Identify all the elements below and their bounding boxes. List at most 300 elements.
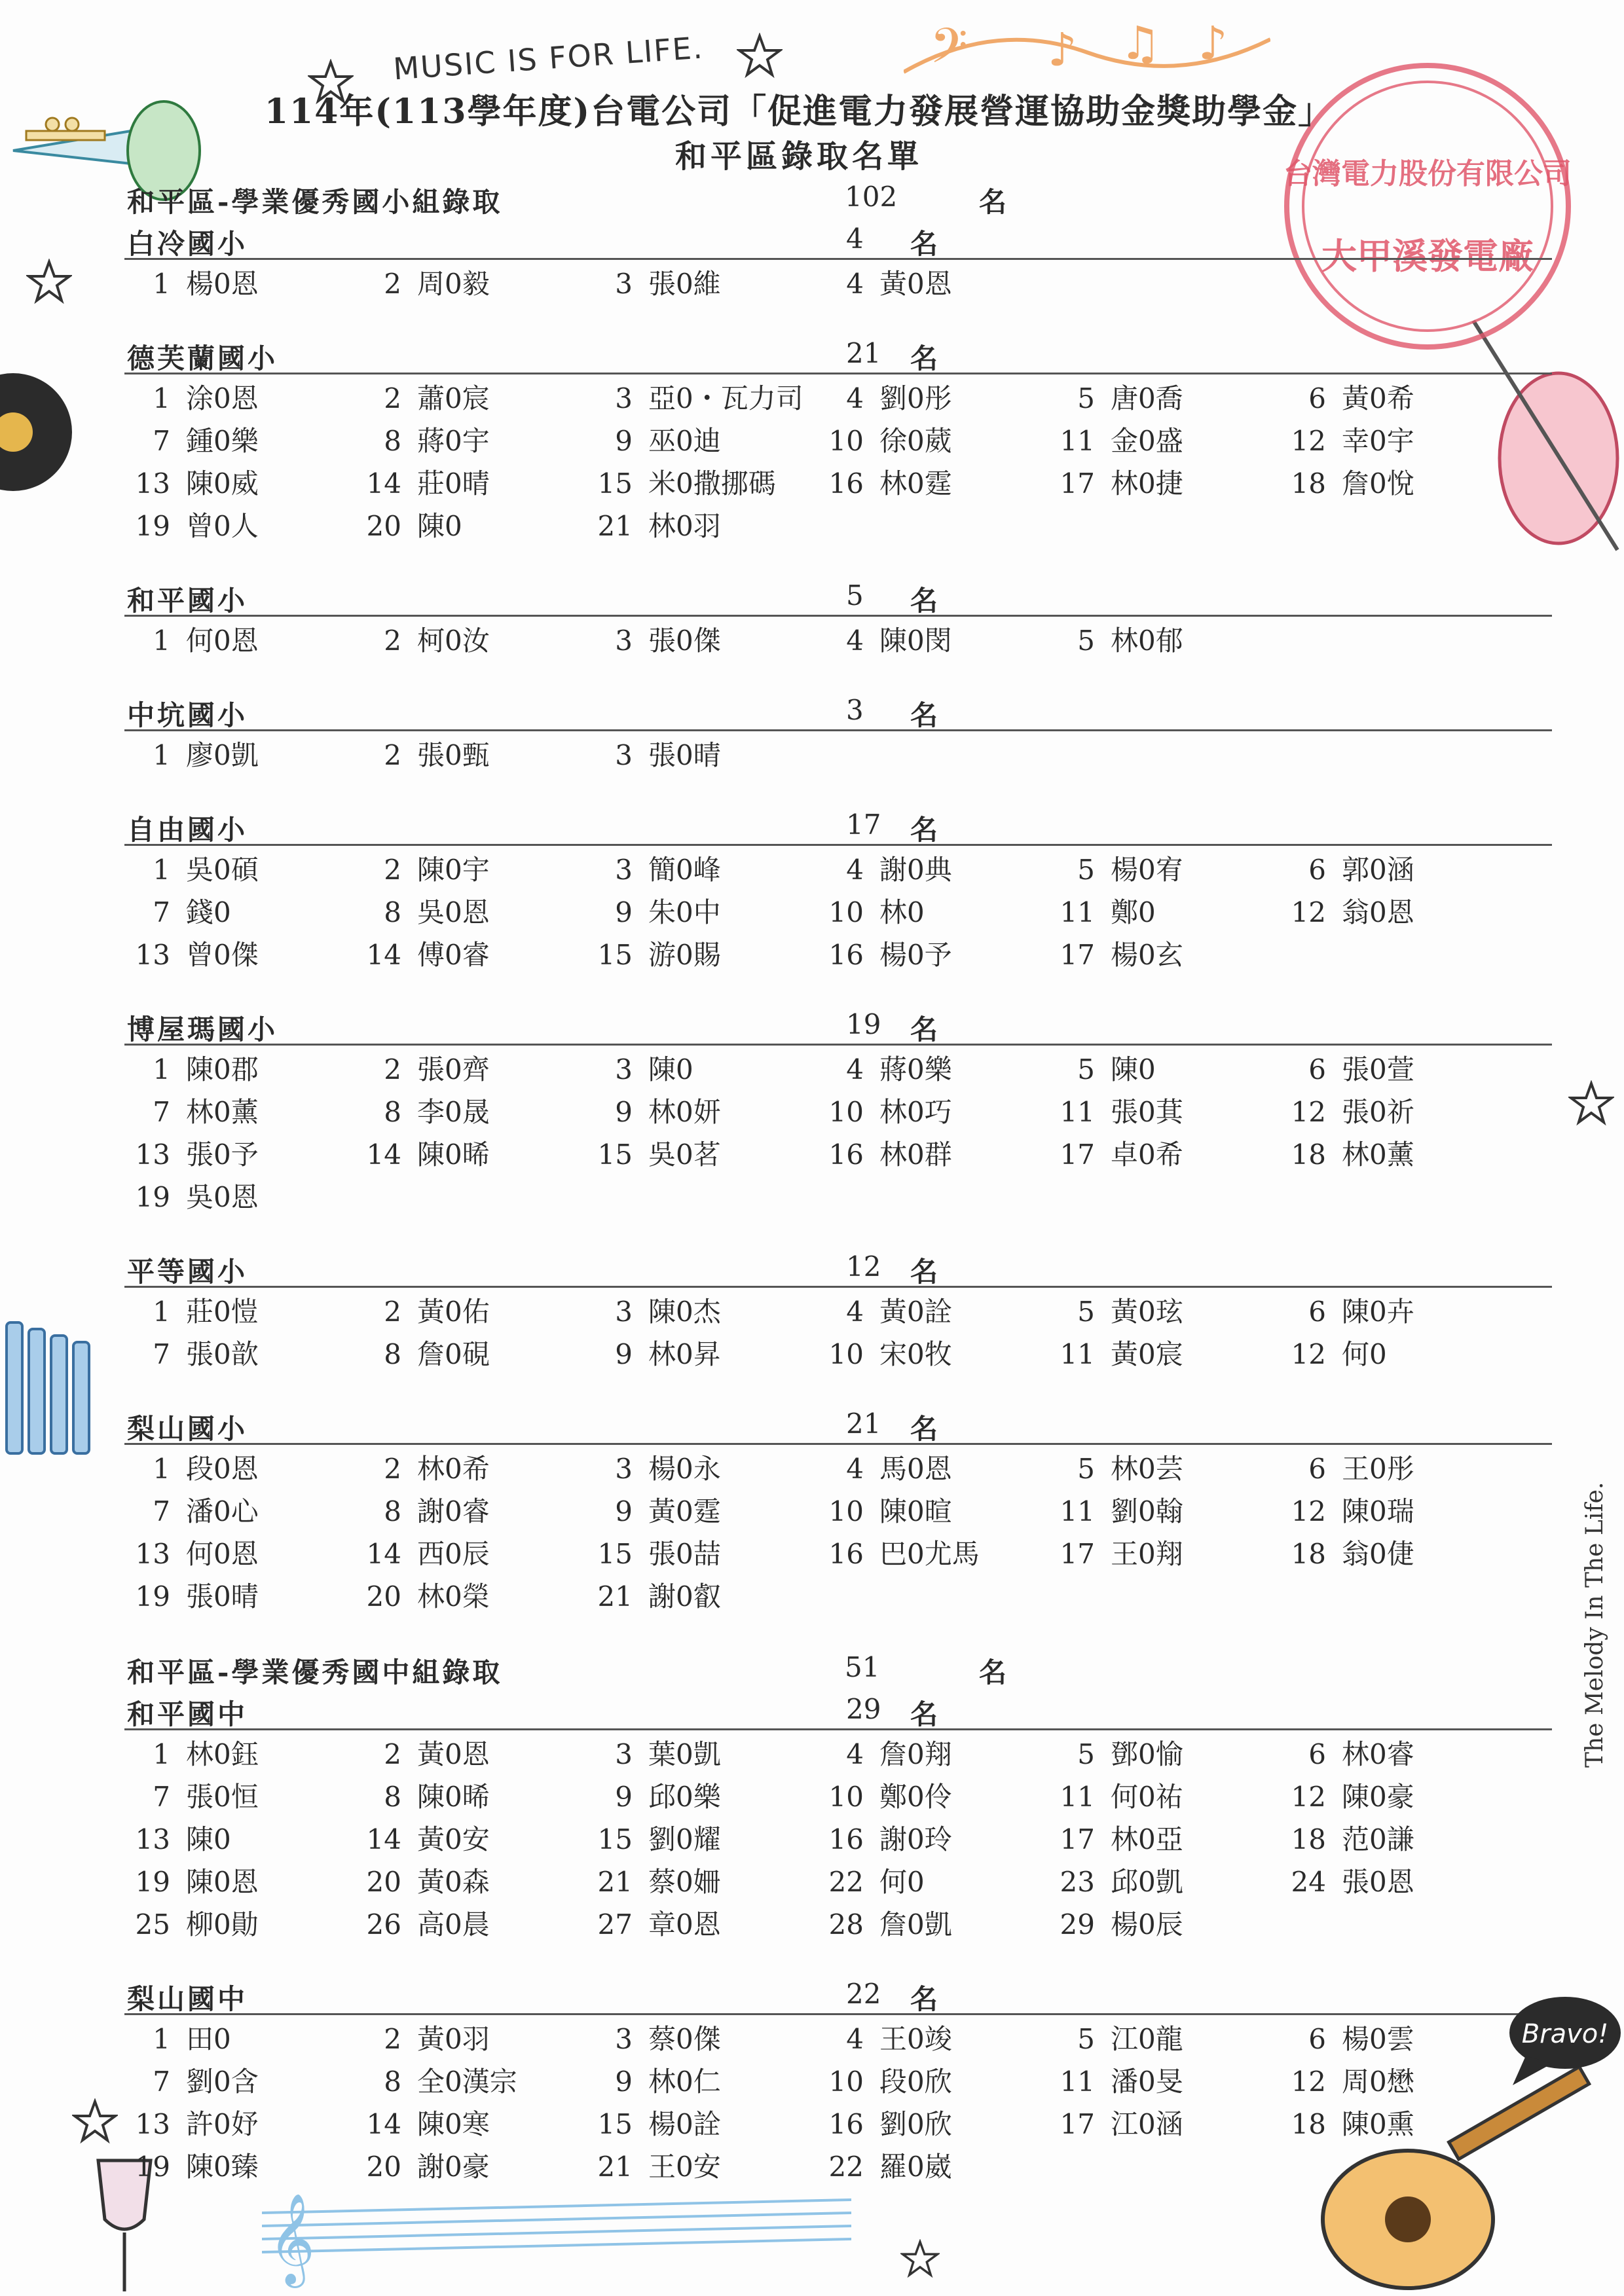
student-name: 宋0牧 [879, 1338, 952, 1370]
student-name: 張0恩 [1342, 1866, 1414, 1898]
student-number: 4 [846, 382, 864, 414]
list-item [1049, 1048, 1280, 1091]
student-number: 10 [828, 1781, 864, 1813]
list-item [587, 848, 818, 891]
list-item [818, 1533, 1049, 1575]
student-number: 15 [597, 2108, 633, 2140]
student-name: 傅0睿 [417, 939, 490, 971]
list-item [818, 2103, 1049, 2145]
student-number: 18 [1291, 467, 1326, 500]
student-name: 黃0玹 [1111, 1296, 1183, 1328]
school-section [124, 1975, 1552, 2188]
student-number: 5 [1077, 625, 1095, 657]
student-number: 16 [828, 939, 864, 971]
student-number: 3 [615, 2023, 633, 2055]
student-name: 林0希 [417, 1453, 490, 1485]
student-name: 游0賜 [648, 939, 721, 971]
list-item [124, 934, 356, 976]
student-name: 段0欣 [879, 2066, 952, 2098]
student-number: 6 [1308, 1296, 1326, 1328]
list-item [1049, 1776, 1280, 1818]
student-number: 3 [615, 625, 633, 657]
page-subtitle: 和平區錄取名單 [674, 138, 923, 175]
student-name: 陳0 [417, 510, 462, 542]
student-number: 5 [1077, 2023, 1095, 2055]
student-number: 7 [153, 1495, 170, 1527]
student-number: 16 [828, 1139, 864, 1171]
student-number: 7 [153, 2066, 170, 2098]
list-item [356, 1903, 587, 1946]
student-name: 張0晴 [186, 1580, 259, 1613]
list-item [587, 420, 818, 462]
student-number: 10 [828, 1495, 864, 1527]
list-item [587, 1333, 818, 1376]
list-item [587, 1733, 818, 1776]
student-name: 黃0希 [1342, 382, 1414, 414]
school-header [124, 1006, 1552, 1046]
student-number: 6 [1308, 382, 1326, 414]
student-number: 3 [615, 268, 633, 300]
list-item [818, 934, 1049, 976]
list-item [124, 505, 356, 547]
student-number: 11 [1060, 1781, 1095, 1813]
student-name: 蔡0姍 [648, 1866, 721, 1898]
list-item [124, 1903, 356, 1946]
bravo-speech-bubble [1500, 1990, 1624, 2088]
student-number: 3 [615, 1738, 633, 1770]
school-unit: 名 [910, 342, 938, 374]
student-number: 9 [615, 1781, 633, 1813]
list-item [1049, 2103, 1280, 2145]
student-number: 8 [384, 2066, 401, 2098]
school-unit: 名 [910, 1698, 938, 1730]
student-number: 10 [828, 1096, 864, 1128]
student-name: 章0恩 [648, 1908, 721, 1941]
list-item [818, 377, 1049, 420]
list-item [356, 1575, 587, 1618]
list-item [1049, 1333, 1280, 1376]
list-item [124, 734, 356, 776]
list-item [356, 377, 587, 420]
list-item [818, 1861, 1049, 1903]
list-item [1049, 2060, 1280, 2103]
student-name: 潘0心 [186, 1495, 259, 1527]
list-item [1280, 1048, 1511, 1091]
student-name: 范0謙 [1342, 1823, 1414, 1855]
student-number: 2 [384, 382, 401, 414]
student-number: 11 [1060, 896, 1095, 928]
student-number: 14 [366, 467, 401, 500]
student-name: 劉0含 [186, 2066, 259, 2098]
student-number: 4 [846, 1053, 864, 1085]
list-item [356, 2145, 587, 2188]
seal-text-plant: 大甲溪發電廠 [1321, 235, 1534, 277]
list-item [587, 1048, 818, 1091]
list-item [124, 891, 356, 934]
school-count: 17 [846, 809, 881, 841]
school-section [124, 577, 1552, 662]
group-label: 和平區-學業優秀國小組錄取 [127, 186, 503, 218]
student-name: 林0群 [879, 1139, 952, 1171]
music-staff-icon [262, 2174, 851, 2296]
list-item [818, 848, 1049, 891]
school-count: 12 [846, 1250, 881, 1283]
list-item [124, 1091, 356, 1133]
student-number: 1 [153, 1053, 170, 1085]
list-item [818, 2018, 1049, 2060]
group-header [124, 1647, 1552, 1690]
student-name: 鄭0 [1111, 896, 1156, 928]
student-name: 段0恩 [186, 1453, 259, 1485]
student-number: 11 [1060, 1495, 1095, 1527]
student-list [124, 374, 1552, 547]
student-list [124, 1445, 1552, 1618]
student-name: 邱0凱 [1111, 1866, 1183, 1898]
student-number: 5 [1077, 1453, 1095, 1485]
student-name: 張0予 [186, 1139, 259, 1171]
school-unit: 名 [910, 1413, 938, 1445]
student-name: 羅0崴 [879, 2151, 952, 2183]
student-name: 全0漢宗 [417, 2066, 517, 2098]
vinyl-record-icon [0, 367, 79, 498]
student-number: 5 [1077, 1738, 1095, 1770]
list-item [356, 2018, 587, 2060]
student-number: 8 [384, 1338, 401, 1370]
student-name: 周0毅 [417, 268, 490, 300]
star-icon [1568, 1080, 1614, 1126]
list-item [356, 1290, 587, 1333]
student-number: 12 [1291, 1338, 1326, 1370]
list-item [818, 1333, 1049, 1376]
student-name: 張0傑 [648, 625, 721, 657]
student-number: 14 [366, 1139, 401, 1171]
student-number: 8 [384, 896, 401, 928]
student-name: 黃0霆 [648, 1495, 721, 1527]
student-number: 8 [384, 425, 401, 457]
student-name: 陳0熏 [1342, 2108, 1414, 2140]
student-name: 林0芸 [1111, 1453, 1183, 1485]
list-item [356, 1818, 587, 1861]
student-name: 張0萁 [1111, 1096, 1183, 1128]
list-item [1049, 1733, 1280, 1776]
student-name: 張0甄 [417, 739, 490, 771]
student-name: 謝0睿 [417, 1495, 490, 1527]
school-count: 5 [846, 579, 864, 611]
list-item [587, 1575, 818, 1618]
list-item [1049, 1448, 1280, 1490]
list-item [1049, 1861, 1280, 1903]
list-item [818, 1048, 1049, 1091]
student-name: 謝0叡 [648, 1580, 721, 1613]
student-name: 王0安 [648, 2151, 721, 2183]
student-number: 5 [1077, 382, 1095, 414]
student-number: 14 [366, 1538, 401, 1570]
student-name: 吳0茗 [648, 1139, 721, 1171]
student-name: 蔡0傑 [648, 2023, 721, 2055]
school-name: 中坑國小 [127, 699, 248, 731]
list-item [1049, 1290, 1280, 1333]
student-number: 4 [846, 625, 864, 657]
student-name: 周0懋 [1342, 2066, 1414, 2098]
student-name: 楊0玄 [1111, 939, 1183, 971]
list-item [818, 1091, 1049, 1133]
list-item [1280, 1091, 1511, 1133]
section-spacer [124, 1946, 1552, 1975]
student-name: 邱0樂 [648, 1781, 721, 1813]
list-item [124, 619, 356, 662]
list-item [587, 1861, 818, 1903]
student-name: 江0涵 [1111, 2108, 1183, 2140]
student-name: 曾0傑 [186, 939, 259, 971]
group-count: 102 [845, 181, 898, 213]
school-section [124, 1248, 1552, 1376]
student-name: 陳0晞 [417, 1781, 490, 1813]
list-item [356, 619, 587, 662]
list-item [356, 420, 587, 462]
student-name: 陳0臻 [186, 2151, 259, 2183]
student-number: 10 [828, 1338, 864, 1370]
student-number: 19 [135, 1580, 170, 1613]
list-item [356, 263, 587, 305]
student-name: 林0睿 [1342, 1738, 1414, 1770]
student-number: 15 [597, 1823, 633, 1855]
student-number: 2 [384, 1738, 401, 1770]
student-number: 10 [828, 896, 864, 928]
student-name: 吳0恩 [417, 896, 490, 928]
list-item [818, 1733, 1049, 1776]
student-name: 何0祐 [1111, 1781, 1183, 1813]
star-icon [737, 33, 783, 79]
student-number: 1 [153, 1296, 170, 1328]
student-number: 3 [615, 1053, 633, 1085]
student-name: 何0 [1342, 1338, 1387, 1370]
student-number: 18 [1291, 1538, 1326, 1570]
student-number: 20 [366, 2151, 401, 2183]
student-list [124, 846, 1552, 976]
student-name: 何0恩 [186, 625, 259, 657]
student-number: 1 [153, 382, 170, 414]
school-count: 4 [846, 223, 864, 255]
list-item [1280, 420, 1511, 462]
student-number: 2 [384, 739, 401, 771]
student-name: 林0捷 [1111, 467, 1183, 500]
student-number: 29 [1060, 1908, 1095, 1941]
side-slogan: The Melody In The Life. [1581, 1482, 1608, 1768]
list-item [1280, 1133, 1511, 1176]
student-number: 8 [384, 1495, 401, 1527]
student-number: 10 [828, 425, 864, 457]
list-item [356, 2060, 587, 2103]
student-number: 4 [846, 268, 864, 300]
list-item [587, 1448, 818, 1490]
student-number: 2 [384, 268, 401, 300]
student-name: 黃0恩 [417, 1738, 490, 1770]
seal-text-company: 台灣電力股份有限公司 [1283, 157, 1572, 191]
list-item [1049, 1490, 1280, 1533]
student-number: 17 [1060, 939, 1095, 971]
student-number: 13 [135, 1139, 170, 1171]
student-number: 9 [615, 896, 633, 928]
list-item [587, 734, 818, 776]
school-count: 21 [846, 1408, 881, 1440]
list-item [1280, 1733, 1511, 1776]
star-icon [900, 2239, 940, 2278]
list-item [124, 1733, 356, 1776]
student-name: 黃0安 [417, 1823, 490, 1855]
student-number: 6 [1308, 1053, 1326, 1085]
student-number: 20 [366, 510, 401, 542]
section-spacer [124, 662, 1552, 691]
student-name: 吳0碩 [186, 854, 259, 886]
student-number: 4 [846, 1296, 864, 1328]
list-item [124, 2018, 356, 2060]
list-item [1049, 377, 1280, 420]
student-number: 21 [597, 510, 633, 542]
list-item [1049, 1903, 1280, 1946]
list-item [356, 1333, 587, 1376]
student-number: 5 [1077, 1053, 1095, 1085]
student-name: 陳0 [648, 1053, 693, 1085]
list-item [587, 1776, 818, 1818]
school-name: 梨山國小 [127, 1413, 248, 1445]
student-name: 陳0閔 [879, 625, 952, 657]
list-item [818, 263, 1049, 305]
list-item [124, 1448, 356, 1490]
student-number: 3 [615, 1296, 633, 1328]
student-name: 田0 [186, 2023, 231, 2055]
student-name: 林0鈺 [186, 1738, 259, 1770]
student-name: 林0羽 [648, 510, 721, 542]
section-spacer [124, 1618, 1552, 1647]
student-number: 17 [1060, 1139, 1095, 1171]
student-name: 楊0永 [648, 1453, 721, 1485]
school-header [124, 220, 1552, 260]
student-number: 2 [384, 854, 401, 886]
student-name: 楊0辰 [1111, 1908, 1183, 1941]
student-name: 林0榮 [417, 1580, 490, 1613]
student-name: 莊0愷 [186, 1296, 259, 1328]
student-name: 徐0葳 [879, 425, 952, 457]
school-header [124, 1975, 1552, 2015]
student-number: 9 [615, 1096, 633, 1128]
student-name: 陳0豪 [1342, 1781, 1414, 1813]
student-name: 唐0喬 [1111, 382, 1183, 414]
group-unit: 名 [979, 1656, 1007, 1688]
student-number: 4 [846, 854, 864, 886]
list-item [1280, 1290, 1511, 1333]
student-name: 涂0恩 [186, 382, 259, 414]
list-item [587, 377, 818, 420]
list-item [818, 1818, 1049, 1861]
list-item [587, 934, 818, 976]
student-name: 鄧0愉 [1111, 1738, 1183, 1770]
student-number: 3 [615, 382, 633, 414]
list-item [1049, 1133, 1280, 1176]
student-number: 26 [366, 1908, 401, 1941]
student-name: 江0龍 [1111, 2023, 1183, 2055]
student-name: 林0郁 [1111, 625, 1183, 657]
list-item [1049, 848, 1280, 891]
student-number: 2 [384, 2023, 401, 2055]
student-number: 2 [384, 1296, 401, 1328]
student-number: 12 [1291, 425, 1326, 457]
list-item [587, 263, 818, 305]
list-item [587, 2060, 818, 2103]
list-item [818, 2145, 1049, 2188]
list-item [356, 1776, 587, 1818]
school-unit: 名 [910, 814, 938, 846]
student-list [124, 260, 1552, 305]
student-number: 12 [1291, 1781, 1326, 1813]
school-header [124, 806, 1552, 846]
student-name: 翁0恩 [1342, 896, 1414, 928]
school-name: 梨山國中 [127, 1983, 248, 2015]
student-name: 詹0翔 [879, 1738, 952, 1770]
student-name: 林0 [879, 896, 925, 928]
list-item [1280, 2018, 1511, 2060]
star-icon [26, 259, 72, 304]
student-number: 4 [846, 1738, 864, 1770]
student-number: 3 [615, 854, 633, 886]
group-count: 51 [845, 1651, 880, 1683]
student-number: 22 [828, 1866, 864, 1898]
student-number: 2 [384, 625, 401, 657]
list-item [818, 1490, 1049, 1533]
student-name: 陳0宇 [417, 854, 490, 886]
list-item [1049, 462, 1280, 505]
list-item [124, 2103, 356, 2145]
list-item [356, 2103, 587, 2145]
student-number: 12 [1291, 896, 1326, 928]
student-list [124, 731, 1552, 776]
list-item [587, 2103, 818, 2145]
student-number: 17 [1060, 2108, 1095, 2140]
student-name: 謝0玲 [879, 1823, 952, 1855]
student-name: 潘0旻 [1111, 2066, 1183, 2098]
list-item [356, 1448, 587, 1490]
student-name: 何0 [879, 1866, 925, 1898]
list-item [818, 1776, 1049, 1818]
student-number: 19 [135, 2151, 170, 2183]
student-number: 19 [135, 1181, 170, 1213]
student-name: 曾0人 [186, 510, 259, 542]
student-name: 郭0涵 [1342, 854, 1414, 886]
student-number: 16 [828, 2108, 864, 2140]
student-name: 幸0宇 [1342, 425, 1414, 457]
student-name: 劉0彤 [879, 382, 952, 414]
group-header [124, 177, 1552, 220]
school-name: 和平國小 [127, 585, 248, 617]
student-name: 張0維 [648, 268, 721, 300]
student-list [124, 1046, 1552, 1218]
list-item [1280, 1333, 1511, 1376]
student-number: 14 [366, 939, 401, 971]
list-item [587, 1818, 818, 1861]
student-number: 15 [597, 467, 633, 500]
student-number: 1 [153, 1453, 170, 1485]
list-item [587, 1133, 818, 1176]
list-item [1049, 934, 1280, 976]
student-number: 17 [1060, 467, 1095, 500]
student-number: 11 [1060, 425, 1095, 457]
student-name: 詹0凱 [879, 1908, 952, 1941]
school-section [124, 1006, 1552, 1218]
student-number: 9 [615, 1495, 633, 1527]
list-item [356, 462, 587, 505]
student-name: 張0晴 [648, 739, 721, 771]
student-name: 陳0杰 [648, 1296, 721, 1328]
student-name: 王0竣 [879, 2023, 952, 2055]
